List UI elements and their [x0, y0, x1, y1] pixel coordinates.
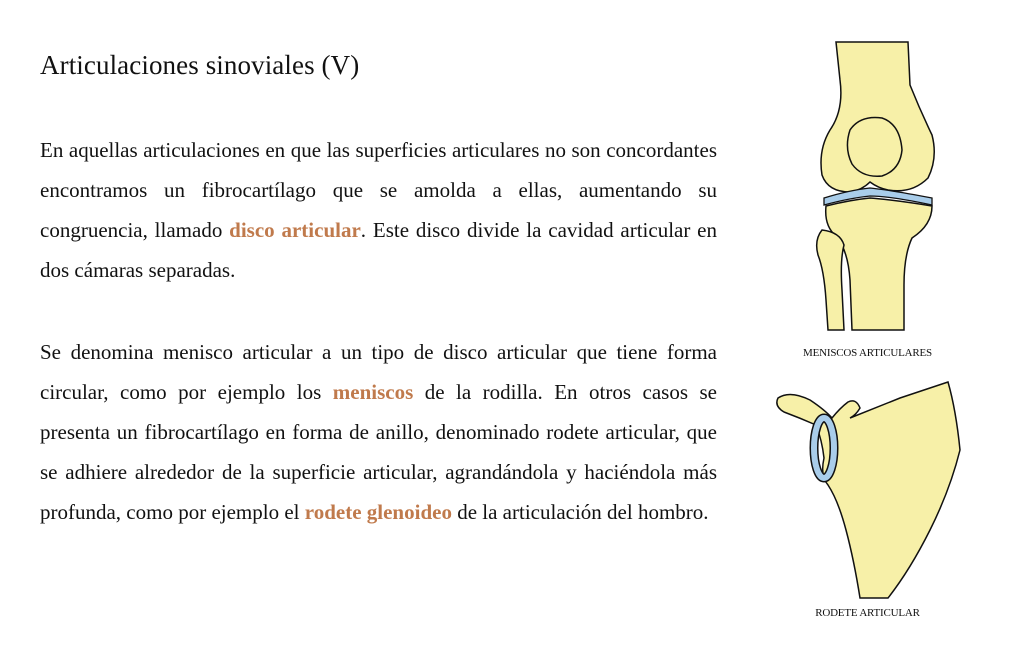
p1-text-before: En aquellas articulaciones en que las superficies articulares no son concordantes encontramos un fibrocartílago que se amolda a ellas, aumentando su congruencia, llamado — [40, 138, 717, 242]
scapula-illustration — [770, 380, 965, 602]
p1-text-after: . Este disco divide la cavidad articular en dos cámaras separadas. — [40, 218, 717, 282]
paragraph-disco-articular — [40, 130, 717, 290]
patella-shape — [847, 118, 902, 177]
term-disco-articular: disco articular — [229, 218, 361, 242]
knee-illustration — [800, 40, 960, 332]
fibula-shape — [817, 230, 844, 330]
knee-caption: MENISCOS ARTICULARES — [803, 347, 932, 359]
p2-text-part3: de la articulación del hombro. — [451, 500, 709, 524]
page-title: Articulaciones sinoviales (V) — [40, 50, 360, 80]
scapula-shape — [777, 382, 960, 598]
paragraph-menisco-rodete — [40, 332, 717, 532]
term-meniscos: meniscos — [332, 380, 414, 404]
p2-text-part2: de la rodilla. En otros casos se presenta un fibrocartílago en forma de anillo, denominado rodete articular, que se adhiere alrededor de la superficie articular, agrandándola y haciéndola más profunda, como por ejemplo el — [40, 380, 717, 524]
shoulder-caption: RODETE ARTICULAR — [815, 607, 920, 619]
term-rodete-glenoideo: rodete glenoideo — [304, 500, 452, 524]
p2-text-part1: Se denomina menisco articular a un tipo de disco articular que tiene forma circular, como por ejemplo los — [40, 340, 717, 404]
